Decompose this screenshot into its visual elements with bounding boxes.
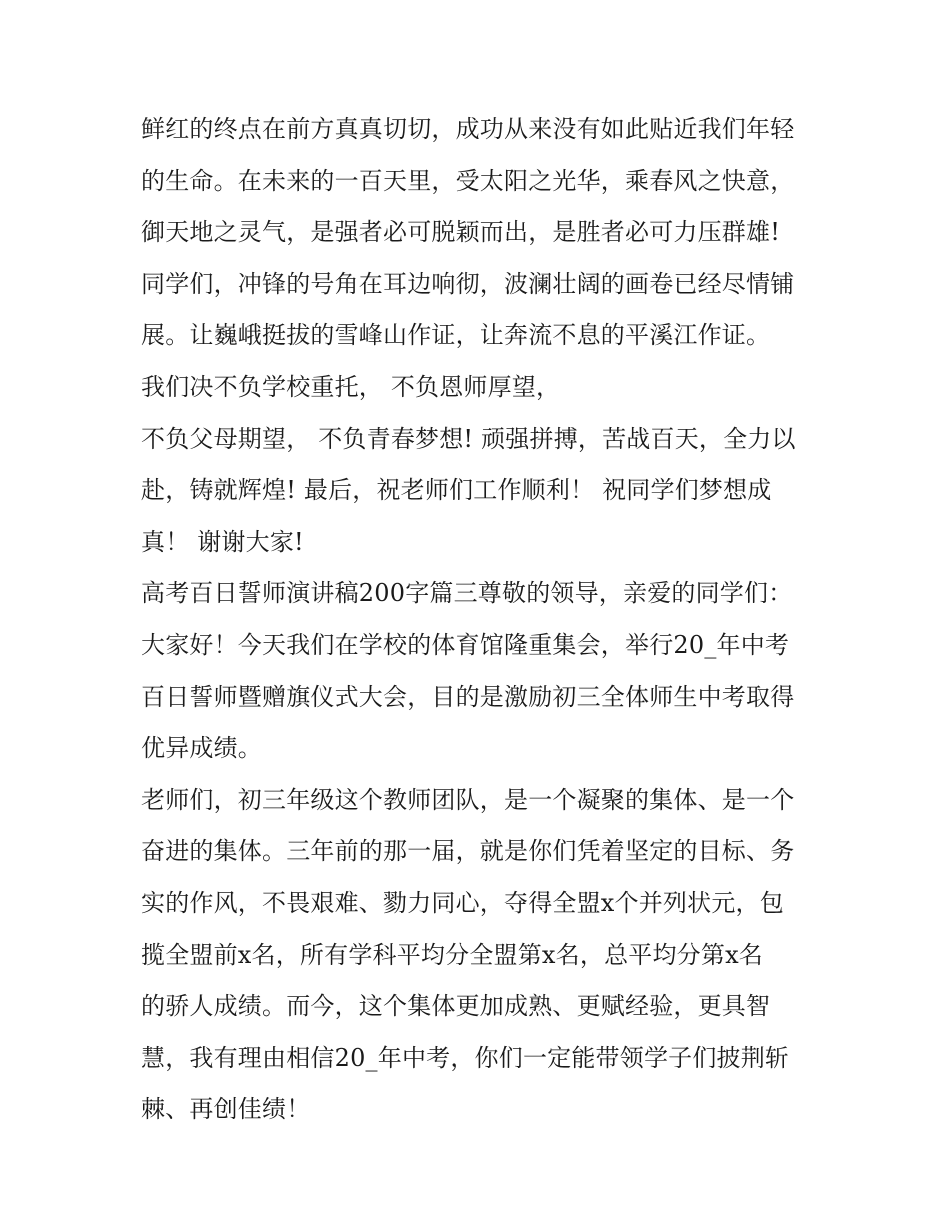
document-body [141, 104, 821, 1136]
text-line: 鲜红的终点在前方真真切切，成功从来没有如此贴近我们年轻 [141, 115, 795, 143]
text-line: 慧，我有理由相信20_年中考，你们一定能带领学子们披荆斩 [141, 1043, 790, 1072]
text-line: 不负父母期望， 不负青春梦想! 顽强拼搏，苦战百天，全力以 [141, 424, 796, 453]
text-line: 实的作风，不畏艰难、勠力同心，夺得全盟x个并列状元，包 [141, 888, 784, 917]
text-line: 真！ 谢谢大家! [141, 527, 304, 556]
text-line: 奋进的集体。三年前的那一届，就是你们凭着坚定的目标、务 [141, 837, 795, 866]
text-line: 同学们，冲锋的号角在耳边响彻，波澜壮阔的画卷已经尽情铺 [141, 269, 795, 298]
text-line: 优异成绩。 [141, 734, 262, 763]
text-line: 展。让巍峨挺拔的雪峰山作证，让奔流不息的平溪江作证。 [141, 321, 771, 350]
text-line: 老师们，初三年级这个教师团队，是一个凝聚的集体、是一个 [141, 785, 795, 814]
text-line: 赴，铸就辉煌! 最后，祝老师们工作顺利！ 祝同学们梦想成 [141, 476, 772, 505]
text-line: 的生命。在未来的一百天里，受太阳之光华，乘春风之快意， [141, 166, 795, 195]
text-line: 御天地之灵气，是强者必可脱颖而出，是胜者必可力压群雄! [141, 218, 781, 247]
text-line: 揽全盟前x名，所有学科平均分全盟第x名，总平均分第x名 [141, 940, 764, 969]
text-line: 的骄人成绩。而今，这个集体更加成熟、更赋经验，更具智 [141, 992, 771, 1021]
text-line: 我们决不负学校重托， 不负恩师厚望， [141, 372, 561, 401]
text-line: 百日誓师暨赠旗仪式大会，目的是激励初三全体师生中考取得 [141, 682, 795, 711]
section-heading-line: 高考百日誓师演讲稿200字篇三尊敬的领导，亲爱的同学们： [141, 579, 793, 608]
text-line: 棘、再创佳绩！ [141, 1095, 311, 1124]
text-line: 大家好！今天我们在学校的体育馆隆重集会，举行20_年中考 [141, 630, 790, 659]
